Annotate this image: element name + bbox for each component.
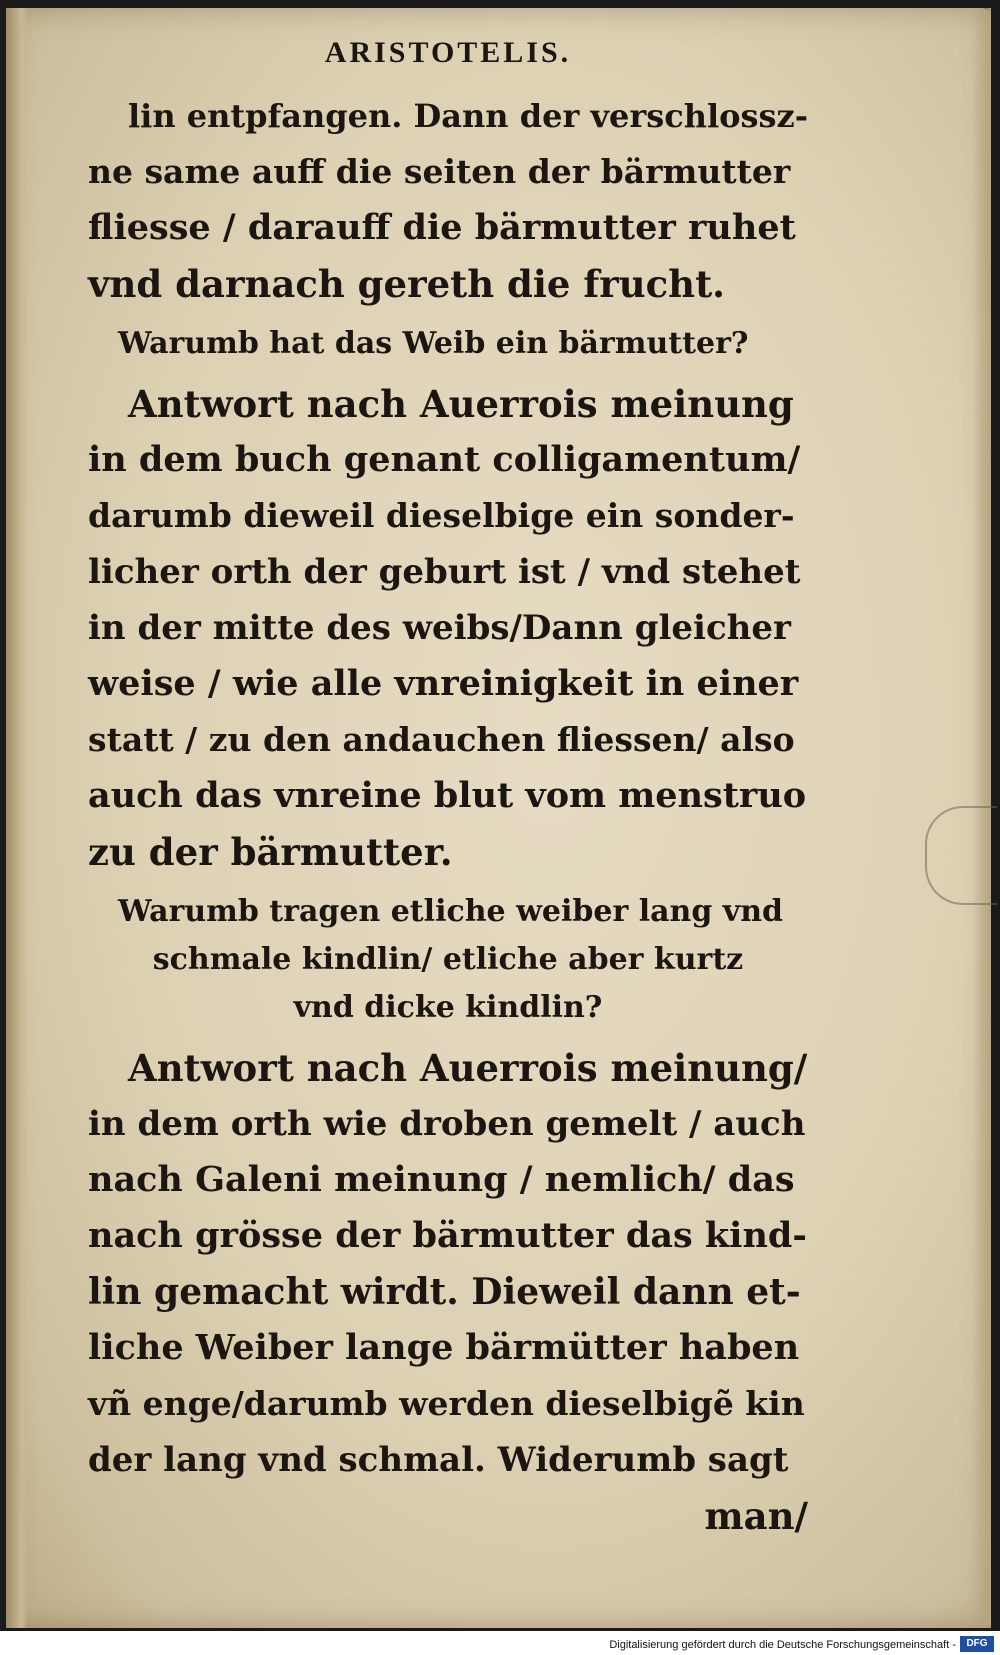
question-1 [88, 320, 808, 368]
text-line: vnd darnach gereth die frucht. [88, 262, 726, 306]
page-text-block [88, 36, 808, 1544]
text-line: licher orth der geburt ist / vnd stehet [88, 552, 801, 592]
dfg-logo-icon[interactable]: DFG [960, 1636, 994, 1652]
paragraph-2 [88, 376, 808, 880]
text-line: zu der bärmutter. [88, 830, 453, 874]
text-line: in der mitte des weibs/Dann gleicher [88, 608, 791, 648]
paragraph-1 [88, 88, 808, 312]
thumb-tab-mark [925, 806, 997, 905]
text-line: in dem buch genant colligamentum/ [88, 439, 801, 480]
book-page [6, 8, 991, 1628]
text-line: auch das vnreine blut vom menstruo [88, 775, 807, 816]
text-line: der lang vnd schmal. Widerumb sagt [88, 1440, 789, 1480]
text-line: Antwort nach Auerrois meinung/ [128, 1046, 808, 1090]
text-line: statt / zu den andauchen fliessen/ also [88, 720, 795, 759]
text-line: darumb dieweil dieselbige ein sonder- [88, 496, 795, 535]
digitization-footer [0, 1631, 1000, 1655]
page-gutter [6, 8, 28, 1628]
question-line: Warumb hat das Weib ein bärmutter? [118, 326, 749, 361]
text-line: Antwort nach Auerrois meinung [128, 382, 794, 426]
running-head: ARISTOTELIS. [324, 36, 572, 69]
text-line: nach Galeni meinung / nemlich/ das [88, 1159, 795, 1200]
text-line: weise / wie alle vnreinigkeit in einer [88, 663, 799, 704]
paragraph-3 [88, 1040, 808, 1544]
text-line: lin entpfangen. Dann der verschlossz- [128, 97, 808, 135]
dfg-credit-text: Digitalisierung gefördert durch die Deutsche Forschungsgemeinschaft - [609, 1639, 956, 1651]
text-line: vñ enge/darumb werden dieselbigẽ kin [88, 1384, 805, 1423]
catchword: man/ [704, 1494, 808, 1538]
text-line: ne same auff die seiten der bärmutter [88, 152, 791, 191]
text-line: lin gemacht wirdt. Dieweil dann et- [88, 1271, 801, 1313]
question-line: vnd dicke kindlin? [293, 990, 603, 1025]
question-2 [88, 888, 808, 1032]
text-line: liche Weiber lange bärmütter haben [88, 1327, 800, 1368]
question-line: schmale kindlin/ etliche aber kurtz [152, 942, 744, 977]
text-line: in dem orth wie droben gemelt / auch [88, 1104, 806, 1144]
text-line: fliesse / darauff die bärmutter ruhet [88, 207, 796, 248]
text-line: nach grösse der bärmutter das kind- [88, 1215, 807, 1256]
question-line: Warumb tragen etliche weiber lang vnd [118, 894, 783, 929]
